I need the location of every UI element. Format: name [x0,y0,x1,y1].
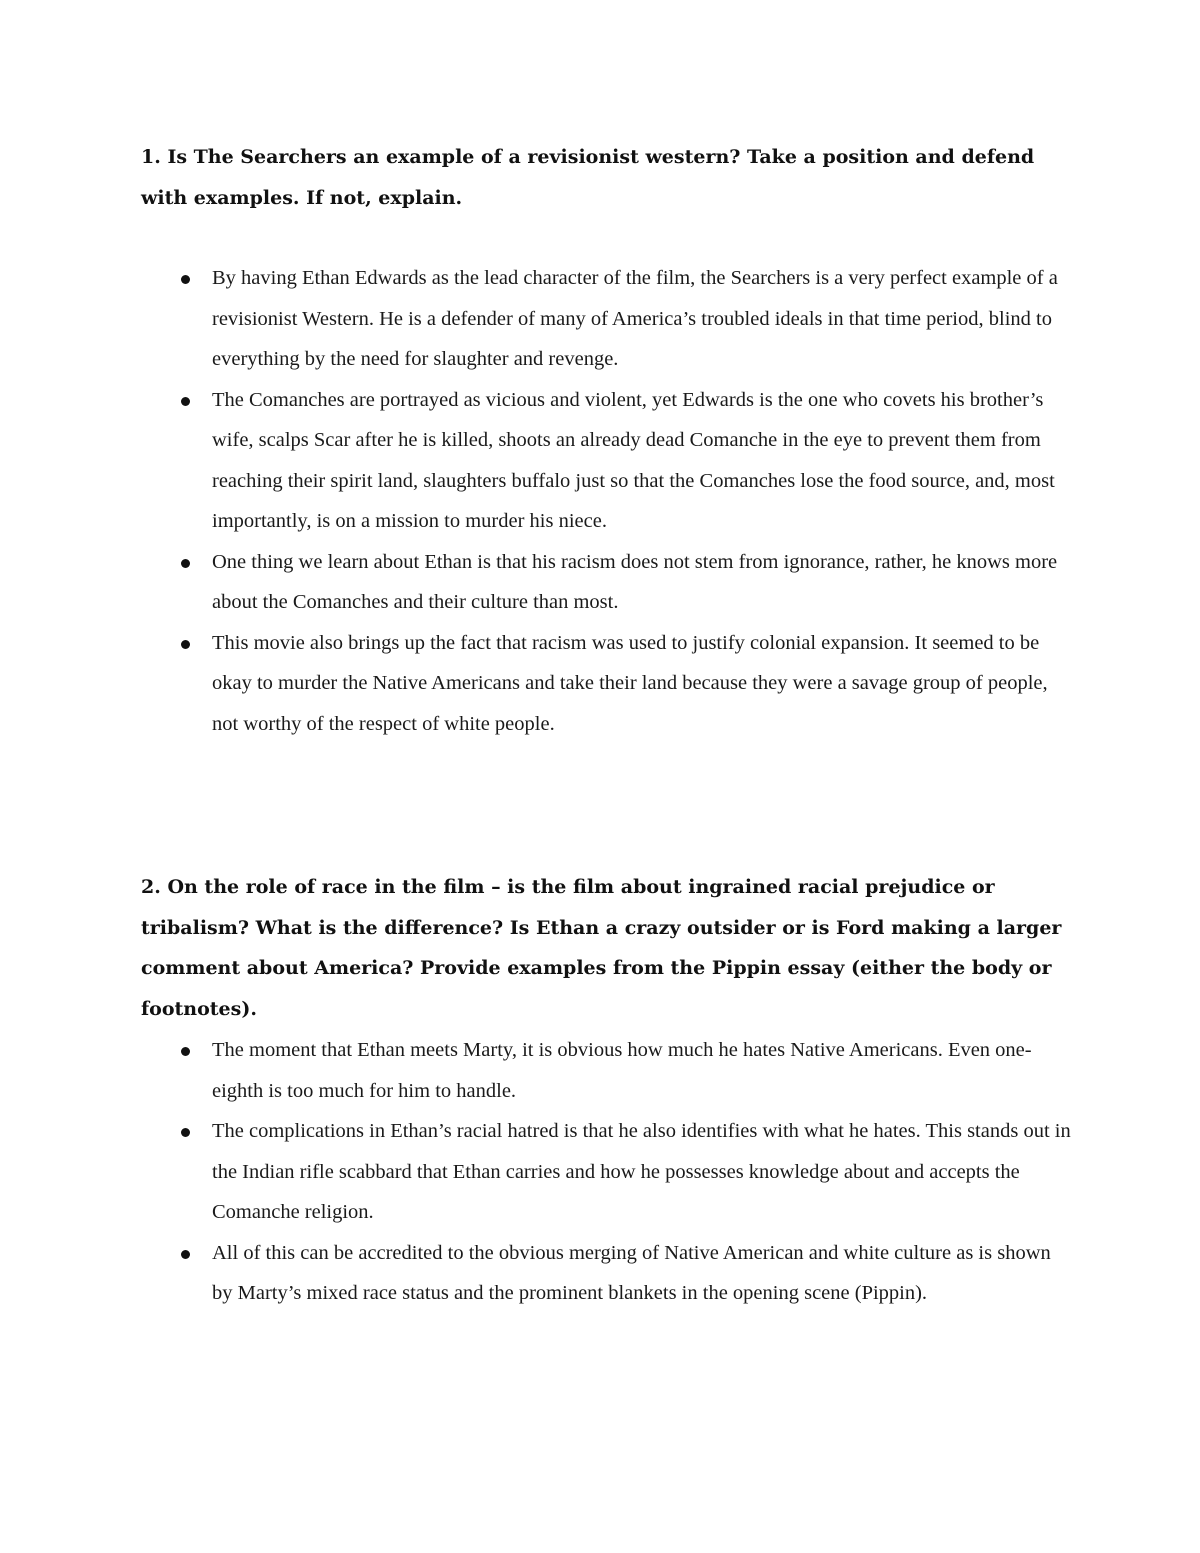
bullet-icon [181,1047,190,1056]
question-1-heading: 1. Is The Searchers an example of a revisionist western? Take a position and defend with examples. If not, explain. [141,146,1035,209]
bullet-icon [181,397,190,406]
bullet-icon [181,1128,190,1137]
answer-text: The moment that Ethan meets Marty, it is obvious how much he hates Native Americans. Even one-eighth is too much for him to handle. [212,1039,1032,1102]
list-item [141,542,1071,623]
question-1-answer-list [141,258,1071,744]
answer-text: All of this can be accredited to the obvious merging of Native American and white culture as is shown by Marty’s mixed race status and the prominent blankets in the opening scene (Pippin). [212,1241,1051,1304]
answer-text: The complications in Ethan’s racial hatred is that he also identifies with what he hates. This stands out in the Indian rifle scabbard that Ethan carries and how he possesses knowledge about and accepts the Comanche religion. [212,1120,1071,1223]
list-item [141,1111,1071,1233]
list-item [141,258,1071,380]
question-2-heading: 2. On the role of race in the film – is the film about ingrained racial prejudice or tribalism? What is the difference? Is Ethan a crazy outsider or is Ford making a larger comment about America? Provide examples from the Pippin essay (either the body or footnotes). [141,876,1062,1020]
bullet-icon [181,559,190,568]
answer-text: The Comanches are portrayed as vicious and violent, yet Edwards is the one who covets his brother’s wife, scalps Scar after he is killed, shoots an already dead Comanche in the eye to prevent them from reaching their spirit land, slaughters buffalo just so that the Comanches lose the food source, and, most importantly, is on a mission to murder his niece. [212,388,1055,532]
list-item [141,623,1071,745]
answer-text: This movie also brings up the fact that racism was used to justify colonial expansion. It seemed to be okay to murder the Native Americans and take their land because they were a savage group of people, not worthy of the respect of white people. [212,631,1048,735]
answer-text: By having Ethan Edwards as the lead character of the film, the Searchers is a very perfect example of a revisionist Western. He is a defender of many of America’s troubled ideals in that time period, blind to everything by the need for slaughter and revenge. [212,267,1058,370]
bullet-icon [181,640,190,649]
bullet-icon [181,1250,190,1259]
answer-text: One thing we learn about Ethan is that his racism does not stem from ignorance, rather, he knows more about the Comanches and their culture than most. [212,550,1058,613]
question-2-answer-list [141,1030,1071,1314]
bullet-icon [181,275,190,284]
list-item [141,1030,1071,1111]
list-item [141,380,1071,542]
list-item [141,1233,1071,1314]
